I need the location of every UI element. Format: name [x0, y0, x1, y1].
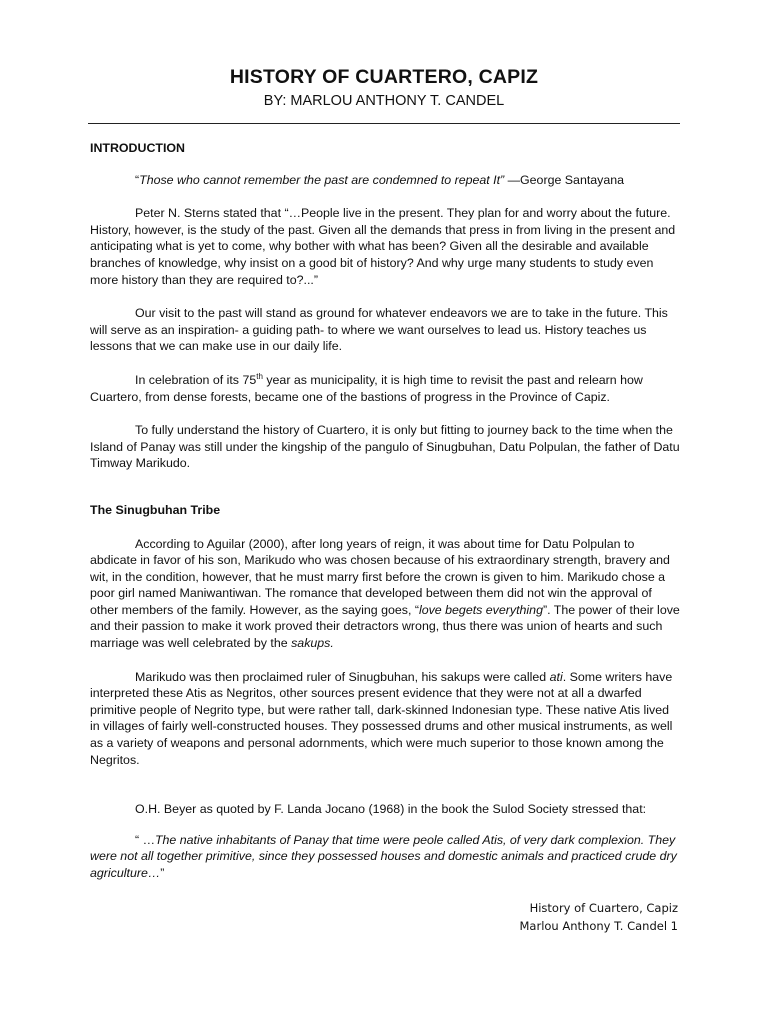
document-body	[90, 140, 680, 882]
section-heading-introduction: INTRODUCTION	[90, 141, 185, 155]
aguilar-sakups: sakups.	[291, 636, 334, 651]
paragraph-panay: To fully understand the history of Cuartero, it is only but fitting to journey back to the time when the Island of Panay was still under the kingship of the pangulo of Sinugbuhan, Datu Polpulan, the father of Datu Timway Marikudo.	[90, 423, 680, 471]
aguilar-text-a: According to Aguilar (2000), after long years of reign, it was about time for Datu Polpulan to abdicate in favor of his son, Marikudo who was chosen because of his extraordinary strength, bravery and wit, in the condition, however, that he must marry first before the crown is given to him. Marikudo chose a poor girl named Maniwantiwan. The romance that developed between them did not win the approval of other members of the family. However, as the saying goes, “	[90, 536, 670, 617]
aguilar-saying: love begets everything	[418, 602, 543, 617]
paragraph-beyer-quote	[90, 832, 680, 882]
epigraph-quote: Those who cannot remember the past are condemned to repeat It”	[139, 172, 505, 187]
ordinal-suffix: th	[256, 371, 263, 381]
epigraph	[90, 172, 680, 189]
celebration-text-b: year as municipality, it is high time to revisit the past and relearn how Cuartero, from dense forests, became one of the bastions of progress in the Province of Capiz.	[90, 372, 643, 404]
paragraph-celebration	[90, 372, 680, 405]
paragraph-aguilar	[90, 536, 680, 652]
footer-title: History of Cuartero, Capiz	[529, 901, 678, 915]
marikudo-text-b: . Some writers have interpreted these Atis as Negritos, other sources present evidence that they were not at all a dwarfed primitive people of Negrito type, but were rather tall, dark-skinned Indonesian type. These native Atis lived in villages of fairly well-constructed houses. They possessed drums and other musical instruments, as well as a variety of weapons and personal adornments, which were much superior to those known among the Negritos.	[90, 669, 673, 767]
beyer-quote-open: “ …	[135, 832, 155, 847]
page-footer	[520, 899, 679, 935]
marikudo-text-a: Marikudo was then proclaimed ruler of Sinugbuhan, his sakups were called	[135, 669, 550, 684]
section-heading-sinugbuhan: The Sinugbuhan Tribe	[90, 502, 221, 517]
paragraph-visit-past: Our visit to the past will stand as ground for whatever endeavors we are to take in the future. This will serve as an inspiration- a guiding path- to where we want ourselves to lead us. History teaches us lessons that we can make use in our daily life.	[90, 306, 668, 354]
title-divider	[88, 123, 680, 124]
author-byline: BY: MARLOU ANTHONY T. CANDEL	[263, 93, 505, 109]
paragraph-beyer: O.H. Beyer as quoted by F. Landa Jocano (1968) in the book the Sulod Society stressed that:	[135, 802, 647, 817]
epigraph-attribution: —George Santayana	[504, 172, 625, 187]
celebration-text-a: In celebration of its 75	[135, 372, 257, 387]
marikudo-ati: ati	[549, 669, 563, 684]
beyer-quote-text: The native inhabitants of Panay that time were peole called Atis, of very dark complexion. They were not all together primitive, since they possessed houses and domestic animals and practiced crude dry agriculture…	[90, 832, 677, 880]
aguilar-text-b: ”. The power of their love and their passion to make it work proved their detractors wrong, thus there was union of hearts and such marriage was well celebrated by the	[90, 602, 680, 651]
paragraph-sterns: Peter N. Sterns stated that “…People live in the present. They plan for and worry about the future. History, however, is the study of the past. Given all the demands that press in from living in the present and anticipating what is yet to come, why bother with what has been? Given all the desirable and available branches of knowledge, why insist on a good bit of history? And why urge many students to study even more history than they are required to?...”	[90, 206, 676, 287]
document-title: HISTORY OF CUARTERO, CAPIZ	[229, 66, 539, 88]
footer-author-page: Marlou Anthony T. Candel 1	[519, 919, 678, 933]
beyer-quote-close: ”	[160, 866, 165, 880]
epigraph-open-quote: “	[135, 172, 140, 187]
paragraph-marikudo	[90, 669, 680, 769]
